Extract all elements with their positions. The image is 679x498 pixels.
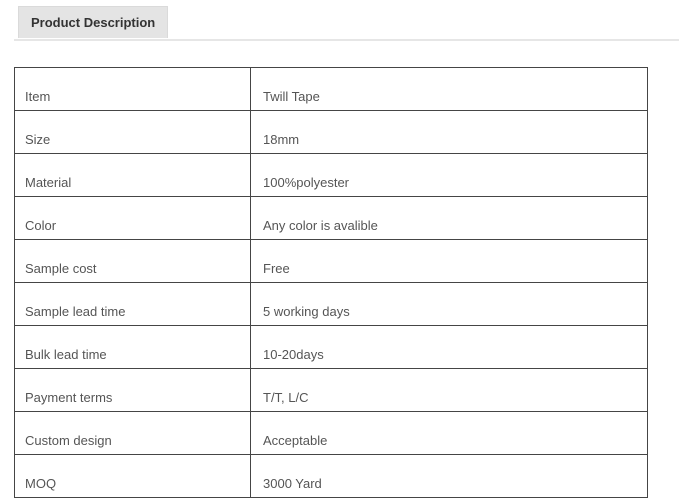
table-row xyxy=(15,240,648,283)
spec-value-cell: 3000 Yard xyxy=(251,455,648,498)
spec-label-cell: Item xyxy=(15,68,251,111)
spec-table xyxy=(14,67,648,498)
tab-product-description[interactable]: Product Description xyxy=(18,6,168,38)
spec-value-cell: Any color is avalible xyxy=(251,197,648,240)
spec-value-cell: Acceptable xyxy=(251,412,648,455)
spec-table-body xyxy=(15,68,648,498)
spec-value-cell: 10-20days xyxy=(251,326,648,369)
spec-value-cell: 100%polyester xyxy=(251,154,648,197)
table-row xyxy=(15,154,648,197)
table-row xyxy=(15,326,648,369)
table-row xyxy=(15,455,648,498)
spec-label-cell: Material xyxy=(15,154,251,197)
table-row xyxy=(15,412,648,455)
spec-label-cell: Payment terms xyxy=(15,369,251,412)
table-row xyxy=(15,111,648,154)
spec-value-cell: Twill Tape xyxy=(251,68,648,111)
spec-label-cell: Color xyxy=(15,197,251,240)
spec-value-cell: Free xyxy=(251,240,648,283)
spec-label-cell: Size xyxy=(15,111,251,154)
spec-label-cell: Bulk lead time xyxy=(15,326,251,369)
spec-label-cell: Sample lead time xyxy=(15,283,251,326)
spec-label-cell: Sample cost xyxy=(15,240,251,283)
table-row xyxy=(15,197,648,240)
table-row xyxy=(15,283,648,326)
table-row xyxy=(15,369,648,412)
spec-value-cell: T/T, L/C xyxy=(251,369,648,412)
tab-bar xyxy=(14,6,679,41)
spec-label-cell: Custom design xyxy=(15,412,251,455)
table-row xyxy=(15,68,648,111)
spec-value-cell: 18mm xyxy=(251,111,648,154)
spec-value-cell: 5 working days xyxy=(251,283,648,326)
spec-label-cell: MOQ xyxy=(15,455,251,498)
